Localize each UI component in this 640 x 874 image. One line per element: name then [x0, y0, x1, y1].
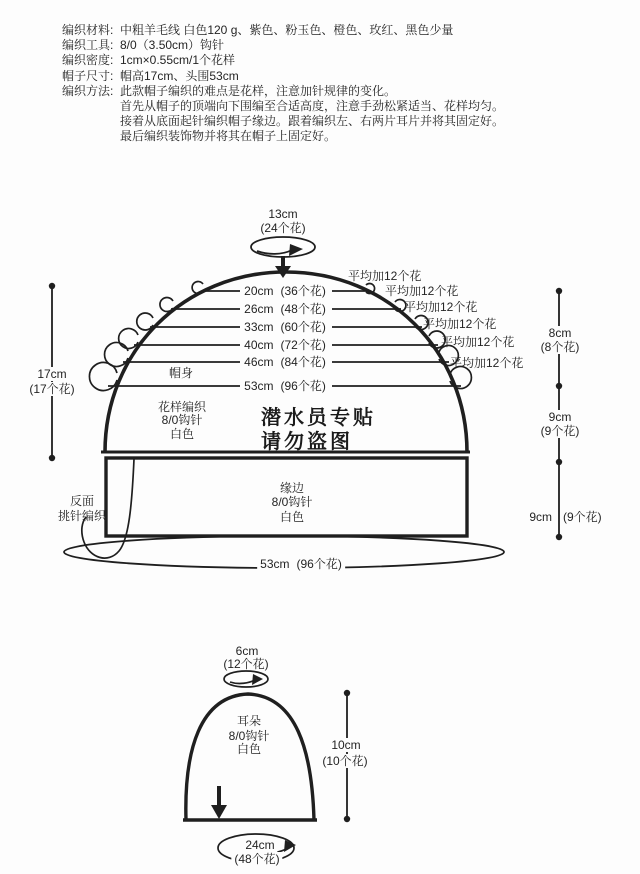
increase-note: 平均加12个花	[423, 317, 497, 331]
ear-top-size: 6cm	[235, 644, 259, 658]
ear-measure-size: 10cm	[328, 738, 363, 752]
hat-body-sub: 8/0钩针	[161, 413, 203, 427]
right-measure-count: (8个花)	[538, 340, 583, 354]
ear-outline	[186, 694, 314, 820]
header-line: 最后编织装饰物并将其在帽子上固定好。	[120, 129, 337, 144]
right-measure-count: (9个花)	[563, 510, 602, 524]
ear-label: 白色	[236, 742, 262, 756]
ear-down-arrowhead	[211, 805, 227, 819]
increase-note: 平均加12个花	[348, 269, 422, 283]
right-measure-count: (9个花)	[538, 424, 583, 438]
increase-note: 平均加12个花	[441, 335, 515, 349]
instructions-block	[62, 23, 504, 145]
ear-top-count: (12个花)	[223, 657, 269, 671]
ear-top-ring-arrow	[230, 680, 255, 683]
ear-bottom-count: (48个花)	[231, 852, 282, 866]
header-line: 编织材料: 中粗羊毛线 白色120 g、紫色、粉玉色、橙色、玫红、黑色少量	[62, 23, 454, 37]
left-measure-count: (17个花)	[26, 382, 77, 396]
watermark-line: 潜水员专贴	[261, 407, 376, 429]
right-measure-size: 9cm	[529, 510, 552, 524]
hat-bottom-label: 53cm (96个花)	[257, 557, 345, 571]
watermark-line: 请勿盗图	[261, 431, 353, 453]
hat-row-label: 20cm (36个花)	[244, 284, 326, 298]
increase-note: 平均加12个花	[404, 300, 478, 314]
wrong-side-label: 挑针编织	[57, 509, 107, 523]
hat-top-ring-arrowhead	[289, 244, 303, 256]
brim-label: 8/0钩针	[271, 495, 313, 509]
left-measure-size: 17cm	[34, 367, 69, 381]
hat-body-sub: 白色	[169, 427, 195, 441]
top-circle-count: (24个花)	[260, 221, 306, 235]
brim-label: 白色	[279, 510, 305, 524]
increase-note: 平均加12个花	[385, 284, 459, 298]
hat-top-ring	[251, 237, 315, 257]
ear-bottom-size: 24cm	[242, 838, 277, 852]
hat-top-ring-arrow	[257, 250, 292, 254]
header-line: 首先从帽子的顶端向下围编至合适高度，注意手劲松紧适当、花样均匀。	[120, 99, 505, 114]
top-circle-size: 13cm	[268, 207, 298, 221]
hat-row-label: 53cm (96个花)	[244, 379, 326, 393]
header-line: 帽子尺寸: 帽高17cm、头围53cm	[62, 68, 239, 83]
hat-body-sub: 花样编织	[157, 400, 207, 414]
ear-label: 耳朵	[236, 714, 262, 728]
hat-row-label: 33cm (60个花)	[244, 320, 326, 334]
header-line: 编织工具: 8/0（3.50cm）钩针	[62, 38, 225, 53]
right-measure-size: 9cm	[546, 410, 575, 424]
header-line: 编织方法: 此款帽子编织的难点是花样，注意加针规律的变化。	[62, 83, 397, 98]
hat-row-label: 46cm (84个花)	[244, 355, 326, 369]
right-measure-size: 8cm	[546, 326, 575, 340]
hat-body-label: 帽身	[168, 366, 194, 380]
hat-row-label: 26cm (48个花)	[244, 302, 326, 316]
wrong-side-label: 反面	[69, 494, 95, 508]
hat-row-label: 40cm (72个花)	[244, 338, 326, 352]
ear-top-ring-arrowhead	[252, 674, 263, 685]
brim-label: 缘边	[279, 481, 305, 495]
header-line: 接着从底面起针编织帽子缘边。跟着编织左、右两片耳片并将其固定好。	[120, 114, 505, 129]
increase-note: 平均加12个花	[450, 356, 524, 370]
ear-measure-count: (10个花)	[319, 754, 370, 768]
header-line: 编织密度: 1cm×0.55cm/1个花样	[62, 53, 236, 68]
ear-label: 8/0钩针	[228, 729, 270, 743]
